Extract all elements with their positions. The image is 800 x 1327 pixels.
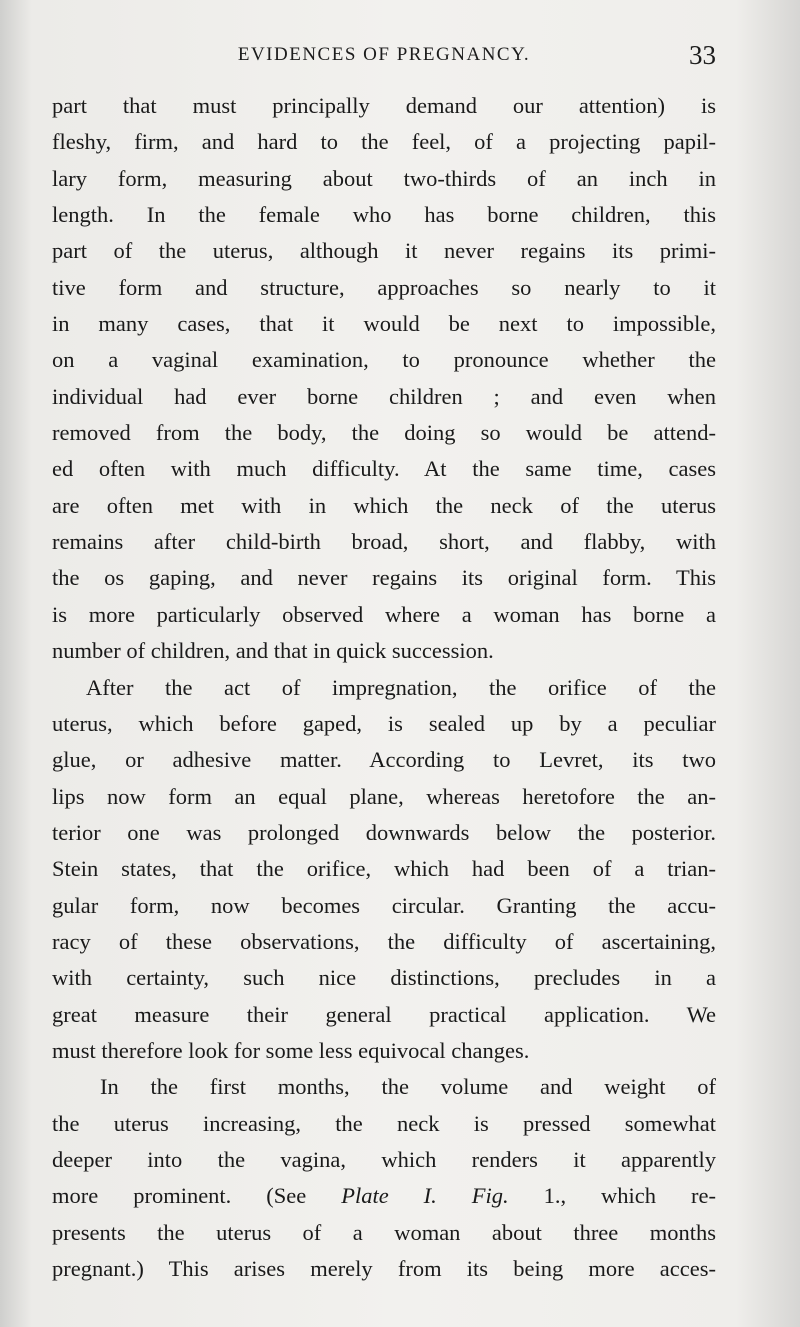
text-line: pregnant.) This arises merely from its being more acces-: [52, 1256, 716, 1281]
text-line: must therefore look for some less equivocal changes.: [52, 1037, 530, 1063]
text-line: length. In the female who has borne children, this: [52, 202, 716, 228]
paragraph-start-line: After the act of impregnation, the orifice of the: [86, 674, 716, 700]
plate-reference: Plate I. Fig.: [341, 1183, 509, 1209]
text-line: lips now form an equal plane, whereas heretofore the an-: [52, 783, 716, 809]
running-title: EVIDENCES OF PREGNANCY.: [237, 44, 531, 65]
text-line: removed from the body, the doing so would be attend-: [52, 420, 716, 446]
text-line: fleshy, firm, and hard to the feel, of a projecting papil-: [52, 129, 716, 155]
text-segment: 1., which re-: [508, 1183, 716, 1209]
text-line: gular form, now becomes circular. Granting the accu-: [52, 892, 716, 918]
text-line: individual had ever borne children ; and even when: [52, 383, 716, 409]
text-line: deeper into the vagina, which renders it apparently: [52, 1146, 716, 1172]
text-line: part of the uterus, although it never regains its primi-: [52, 238, 716, 264]
paragraph-start-line: In the first months, the volume and weight of: [100, 1074, 716, 1100]
text-line: terior one was prolonged downwards below the posterior.: [52, 819, 716, 845]
text-line: part that must principally demand our attention) is: [52, 93, 716, 118]
text-line: presents the uterus of a woman about three months: [52, 1219, 716, 1245]
text-line: remains after child-birth broad, short, and flabby, with: [52, 529, 716, 555]
text-line: ed often with much difficulty. At the same time, cases: [52, 456, 716, 482]
text-line: glue, or adhesive matter. According to Levret, its two: [52, 747, 716, 773]
text-line: lary form, measuring about two-thirds of an inch in: [52, 165, 716, 191]
text-line: in many cases, that it would be next to impossible,: [52, 311, 716, 337]
text-line-with-plate-reference: [52, 1178, 716, 1214]
page-number: 33: [689, 40, 716, 70]
text-line: uterus, which before gaped, is sealed up by a peculiar: [52, 710, 716, 736]
text-line: great measure their general practical application. We: [52, 1001, 716, 1027]
text-line: racy of these observations, the difficulty of ascertaining,: [52, 928, 716, 954]
text-line: Stein states, that the orifice, which had been of a trian-: [52, 856, 716, 882]
text-line: tive form and structure, approaches so nearly to it: [52, 274, 716, 300]
text-line: is more particularly observed where a woman has borne a: [52, 601, 716, 627]
page-header: [52, 40, 716, 74]
body-text: [52, 88, 716, 1287]
text-line: with certainty, such nice distinctions, precludes in a: [52, 965, 716, 991]
text-segment: more prominent. (See: [52, 1183, 342, 1209]
text-line: the os gaping, and never regains its original form. This: [52, 565, 716, 591]
text-line: number of children, and that in quick succession.: [52, 638, 494, 664]
text-line: are often met with in which the neck of the uterus: [52, 492, 716, 518]
text-line: on a vaginal examination, to pronounce whether the: [52, 347, 716, 373]
text-line: the uterus increasing, the neck is pressed somewhat: [52, 1110, 716, 1136]
